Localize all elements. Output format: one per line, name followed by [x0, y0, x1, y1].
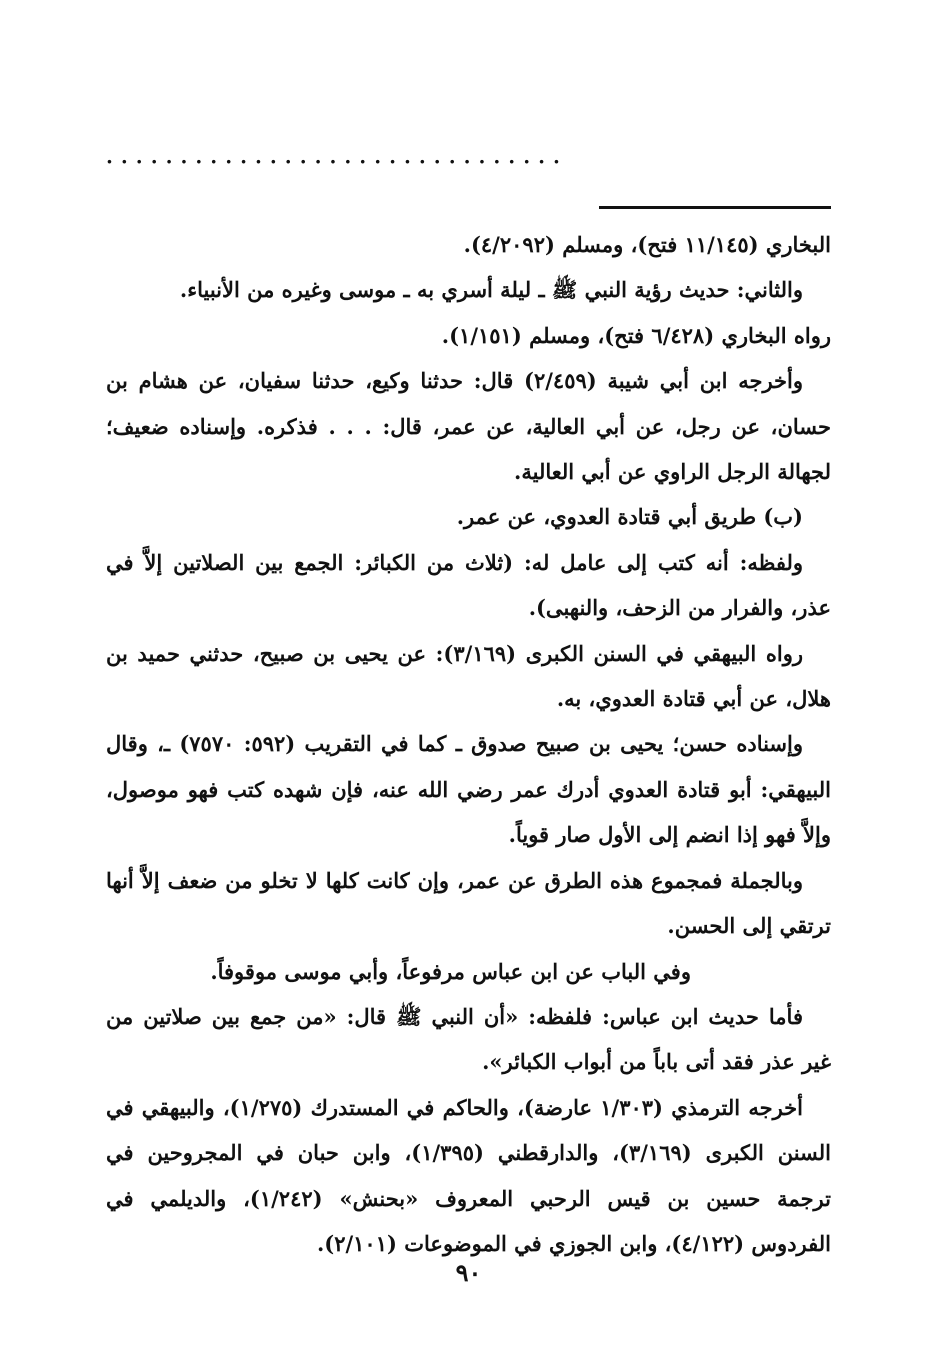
paragraph: البخاري (١١/١٤٥ فتح)، ومسلم (٤/٢٠٩٢).	[463, 232, 831, 257]
paragraph: وفي الباب عن ابن عباس مرفوعاً، وأبي موسى موقوفاً.	[210, 958, 691, 984]
paragraph: رواه البيهقي في السنن الكبرى (٣/١٦٩): عن يحيى بن صبيح، حدثني حميد بن هلال، عن أبي قتادة العدوي، به.	[106, 640, 831, 712]
page-number: ٩٠	[455, 1258, 482, 1287]
footnote-rule	[599, 206, 831, 209]
paragraph: ولفظه: أنه كتب إلى عامل له: (ثلاث من الكبائر: الجمع بين الصلاتين إلاَّ في عذر، والفرار من الزحف، والنهبى).	[106, 549, 831, 621]
paragraph: رواه البخاري (٦/٤٢٨ فتح)، ومسلم (١/١٥١).	[441, 322, 831, 348]
paragraph: وإسناده حسن؛ يحيى بن صبيح صدوق ـ كما في التقريب (٥٩٢: ٧٥٧٠) ـ، وقال البيهقي: أبو قتادة العدوي أدرك عمر رضي الله عنه، فإن شهده كتب فهو موصول، وإلاَّ فهو إذا انضم إلى الأول صار قوياً.	[106, 731, 831, 848]
footnote-text	[106, 222, 831, 1266]
paragraph: وأخرجه ابن أبي شيبة (٢/٤٥٩) قال: حدثنا وكيع، حدثنا سفيان، عن هشام بن حسان، عن رجل، عن أبي العالية، عن عمر، قال: . . . فذكره. وإسناده ضعيف؛ لجهالة الرجل الراوي عن أبي العالية.	[106, 368, 831, 485]
paragraph: والثاني: حديث رؤية النبي ﷺ ـ ليلة أسري به ـ موسى وغيره من الأنبياء.	[179, 277, 803, 303]
paragraph: وبالجملة فمجموع هذه الطرق عن عمر، وإن كانت كلها لا تخلو من ضعف إلاَّ أنها ترتقي إلى الحسن.	[106, 867, 831, 939]
paragraph: فأما حديث ابن عباس: فلفظه: «أن النبي ﷺ قال: «من جمع بين صلاتين من غير عذر فقد أتى باباً من أبواب الكبائر».	[106, 1003, 831, 1075]
paragraph: (ب) طريق أبي قتادة العدوي، عن عمر.	[456, 504, 803, 530]
paragraph: أخرجه الترمذي (١/٣٠٣ عارضة)، والحاكم في المستدرك (١/٢٧٥)، والبيهقي في السنن الكبرى (٣/١٦٩)، والدارقطني (١/٣٩٥)، وابن حبان في المجروحين في ترجمة حسين بن قيس الرحبي المعروف «بحنش» (١/٢٤٢)، والديلمي في الفردوس (٤/١٢٢)، وابن الجوزي في الموضوعات (٢/١٠١).	[106, 1094, 831, 1256]
separator-dots: ...............................	[105, 140, 567, 168]
